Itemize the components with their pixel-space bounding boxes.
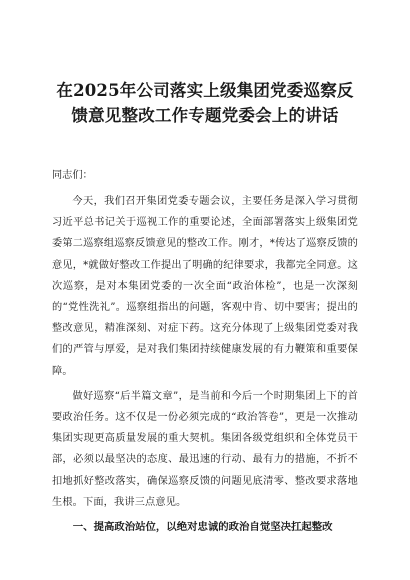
body-paragraph-1: 今天，我们召开集团党委专题会议，主要任务是深入学习贯彻习近平总书记关于巡视工作的重要论述，全面部署落实上级集团党委第二巡察组巡察反馈意见的整改工作。刚才，*传达了巡察反馈的意见，*就做好整改工作提出了明确的纪律要求，我都完全同意。这次巡察，是对本集团党委的一次全面“政治体检”，也是一次深刻的“党性洗礼”。巡察组指出的问题，客观中肯、切中要害；提出的整改意见，精准深刻、对症下药。这充分体现了上级集团党委对我们的严管与厚爱，是对我们集团持续健康发展的有力鞭策和重要保障。 [52, 196, 358, 377]
body-paragraph-2: 做好巡察“后半篇文章”，是当前和今后一个时期集团上下的首要政治任务。这不仅是一份必须完成的“政治答卷”，更是一次推动集团实现更高质量发展的重大契机。集团各级党组织和全体党员干部，必须以最坚决的态度、最迅速的行动、最有力的措施，不折不扣地抓好整改落实，确保巡察反馈的问题见底清零、整改要求落地生根。下面，我讲三点意见。 [52, 390, 358, 508]
title-line-1: 在2025年公司落实上级集团党委巡察反 [56, 81, 354, 100]
document-title [52, 78, 358, 128]
greeting: 同志们： [52, 170, 93, 181]
title-line-2: 馈意见整改工作专题党委会上的讲话 [71, 106, 339, 125]
section-heading-1: 一、提高政治站位，以绝对忠诚的政治自觉坚决扛起整改 [72, 521, 333, 534]
